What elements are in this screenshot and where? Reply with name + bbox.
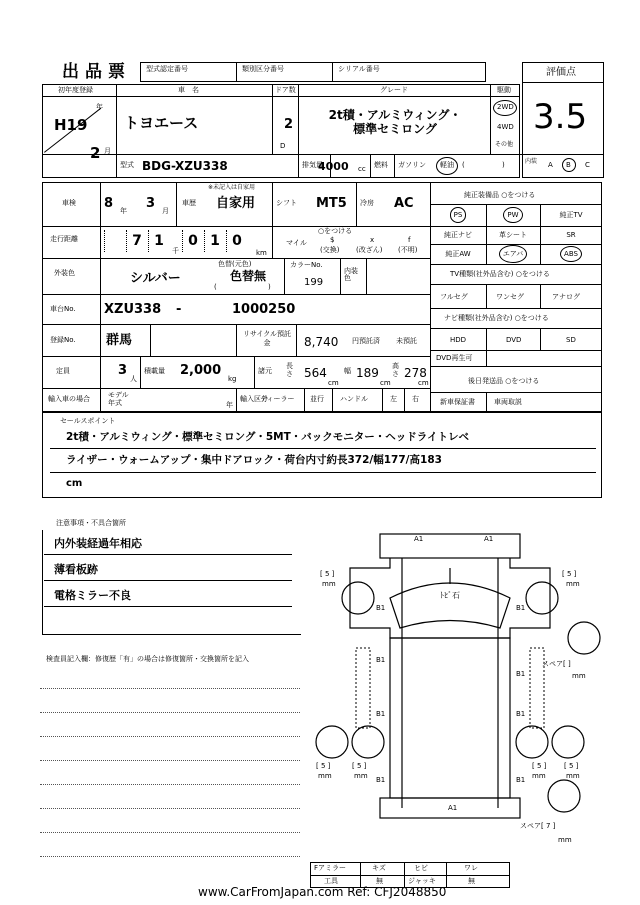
equipment-item: ABS xyxy=(540,244,602,264)
tire-front-left xyxy=(342,582,374,614)
model-label: 型式 xyxy=(120,161,134,169)
navi-dvd: DVD xyxy=(506,336,522,344)
import-label: 輸入車の場合 xyxy=(48,395,90,403)
inspector-line xyxy=(40,832,300,833)
legend-jack: ジャッキ xyxy=(408,877,436,885)
import-class-label: 輸入区分 xyxy=(240,395,268,403)
mark-b1-side-left-1: B1 xyxy=(376,656,386,664)
note-item-2: 薄看板跡 xyxy=(54,563,98,576)
model-code: BDG-XZU338 xyxy=(142,159,228,173)
sales-label: セールスポイント xyxy=(60,417,116,425)
handle-right: 右 xyxy=(412,395,419,403)
tread-front-left: [ 5 ] xyxy=(320,570,335,578)
mileage-digit: 7 xyxy=(126,230,147,252)
inspector-line xyxy=(40,712,300,713)
class-no-label: 類別区分番号 xyxy=(242,65,284,73)
svg-text:mm: mm xyxy=(322,580,336,588)
dealer: ディーラー xyxy=(260,395,295,403)
mark-b1-side-right-1: B1 xyxy=(516,670,526,678)
svg-text:mm: mm xyxy=(354,772,368,780)
fuel-gasoline: ガソリン xyxy=(398,161,426,169)
shift-label: シフト xyxy=(276,199,297,207)
length-label: 長さ xyxy=(286,362,293,378)
shift: MT5 xyxy=(316,196,347,211)
sales-line-1: 2t積・アルミウィング・標準セミロング・5MT・バックモニター・ヘッドライトレベ xyxy=(66,431,469,443)
equipment-grid xyxy=(430,204,602,264)
equipment-item: 純正TV xyxy=(559,211,583,219)
tread-rear-right-2: [ 5 ] xyxy=(564,762,579,770)
spare-tire-1 xyxy=(568,622,600,654)
drive-2wd: 2WD xyxy=(497,103,514,111)
color-change: 色替無 xyxy=(230,269,267,283)
mileage-digit: 1 xyxy=(148,230,169,252)
grade-label: グレード xyxy=(380,86,408,94)
sales-line-2: ライザー・ウォームアップ・集中ドアロック・荷台内寸約長372/幅177/高183 xyxy=(66,454,442,466)
legend-tools: 工具 xyxy=(324,877,338,885)
interior-a: A xyxy=(548,161,553,169)
mile-unknown: (不明) xyxy=(398,246,418,254)
svg-text:mm: mm xyxy=(572,672,586,680)
height-label: 高さ xyxy=(392,362,399,378)
tv-title: TV種類(社外品含む) ○をつける xyxy=(450,270,550,278)
inspector-line xyxy=(40,688,300,689)
cargo-body xyxy=(390,638,510,798)
mileage-digit xyxy=(104,230,125,252)
chassis-label: 車台No. xyxy=(50,305,76,313)
later-warranty: 新車保証書 xyxy=(440,398,475,406)
notes-label: 注意事項・不具合箇所 xyxy=(56,519,126,527)
damage-diagram xyxy=(310,528,610,858)
equipment-item: SR xyxy=(566,231,576,239)
score-label: 評価点 xyxy=(546,67,576,78)
recycle-paid: 円預託済 xyxy=(352,337,380,345)
interior-color-label: 内装色 xyxy=(344,267,358,282)
inspector-line xyxy=(40,856,300,857)
interior-label: 内装 xyxy=(525,158,538,165)
tire-rear-left-2 xyxy=(352,726,384,758)
fuel-diesel: 軽油 xyxy=(440,161,454,169)
chassis-no: 1000250 xyxy=(232,302,296,317)
recycle-unpaid: 未預託 xyxy=(396,337,417,345)
page-title: 出品票 xyxy=(62,62,131,82)
equipment-item: エアバ xyxy=(486,244,540,264)
inspector-label: 検査員記入欄：修復歴「有」の場合は修復箇所・交換箇所を記入 xyxy=(46,655,249,663)
svg-text:mm: mm xyxy=(318,772,332,780)
mile-label: マイル xyxy=(286,239,307,247)
tread-rear-left-1: [ 5 ] xyxy=(316,762,331,770)
tire-rear-right-2 xyxy=(552,726,584,758)
ac-label: 冷房 xyxy=(360,199,374,207)
drive-4wd: 4WD xyxy=(497,123,514,131)
tread-rear-left-2: [ 5 ] xyxy=(352,762,367,770)
inspect-label: 車検 xyxy=(62,199,76,207)
legend-h3: ヒビ xyxy=(414,864,428,872)
dvd-playback: DVD再生可 xyxy=(436,354,473,362)
spare-2-label: スペア[ 7 ] xyxy=(520,822,556,830)
mark-b1-rear-left: B1 xyxy=(376,776,386,784)
inspect-year: 8 xyxy=(104,196,114,211)
parallel: 並行 xyxy=(310,395,324,403)
recycle-label: リサイクル預託金 xyxy=(242,330,292,347)
load-label: 積載量 xyxy=(144,367,165,375)
handle-left: 左 xyxy=(390,395,397,403)
door-count: 2 xyxy=(284,117,294,132)
footer-ref: www.CarFromJapan.com Ref: CFJ2048850 xyxy=(198,885,447,899)
interior-c: C xyxy=(585,161,590,169)
legend-h2: キズ xyxy=(372,864,386,872)
mileage-digit: 0 xyxy=(226,230,247,252)
svg-text:mm: mm xyxy=(558,836,572,844)
sales-line-3: cm xyxy=(66,478,83,489)
tire-front-right xyxy=(526,582,558,614)
mile-tampered: (改ざん) xyxy=(356,246,383,254)
mark-b1-rear-right: B1 xyxy=(516,776,526,784)
later-title: 後日発送品 ○をつける xyxy=(468,377,540,385)
color-label: 外装色 xyxy=(54,269,75,277)
inspector-line xyxy=(40,808,300,809)
navi-sd: SD xyxy=(566,336,576,344)
front-bumper xyxy=(380,534,520,558)
mark-b1-cab-right: B1 xyxy=(516,604,526,612)
fuel-label: 燃料 xyxy=(374,161,388,169)
spare-tire-2 xyxy=(548,780,580,812)
equipment-item: 純正AW xyxy=(445,250,471,258)
ac: AC xyxy=(394,196,414,211)
first-reg-month: 2 xyxy=(90,144,101,162)
mileage-label: 走行距離 xyxy=(50,235,78,243)
history: 自家用 xyxy=(216,196,256,211)
displacement: 4000 xyxy=(318,160,349,173)
load: 2,000 xyxy=(180,363,222,378)
model-year-label: モデル年式 xyxy=(108,391,129,407)
equipment-item: 革シート xyxy=(499,231,527,239)
mark-a1-front-right: A1 xyxy=(484,535,494,543)
inspector-line xyxy=(40,784,300,785)
seats-label: 定員 xyxy=(56,367,70,375)
tv-analog: アナログ xyxy=(552,293,580,301)
drive-other: その他 xyxy=(495,141,514,148)
note-item-3: 電格ミラー不良 xyxy=(54,589,131,602)
mileage-digit: 1 xyxy=(204,230,225,252)
equipment-item: PS xyxy=(430,204,486,226)
tire-rear-right-1 xyxy=(516,726,548,758)
inspector-line xyxy=(40,736,300,737)
mark-b1-cab-left: B1 xyxy=(376,604,386,612)
exterior-color: シルバー xyxy=(130,271,181,286)
seats: 3 xyxy=(118,363,128,378)
later-manual: 車両取説 xyxy=(494,398,522,406)
legend-tools-val: 無 xyxy=(376,877,383,885)
navi-title: ナビ種類(社外品含む) ○をつける xyxy=(444,314,549,322)
displacement-label: 排気量 xyxy=(302,161,323,169)
legend-jack-val: 無 xyxy=(468,877,475,885)
score-value: 3.5 xyxy=(533,97,588,137)
dims-label: 諸元 xyxy=(258,367,272,375)
height: 278 xyxy=(404,366,427,380)
tread-front-right: [ 5 ] xyxy=(562,570,577,578)
history-note: ※未記入は自家用 xyxy=(208,184,256,191)
length: 564 xyxy=(304,366,327,380)
tv-oneseg: ワンセグ xyxy=(496,293,524,301)
equipment-item: PW xyxy=(486,204,540,226)
chassis: XZU338 xyxy=(104,302,162,317)
interior-b: B xyxy=(566,161,571,169)
navi-hdd: HDD xyxy=(450,336,467,344)
color-no: 199 xyxy=(304,277,324,288)
drive-label: 駆動 xyxy=(497,86,511,94)
color-original-label: 色替(元色) xyxy=(218,260,252,268)
grade-value: 2t積・アルミウィング・標準セミロング xyxy=(328,108,462,136)
tire-rear-left-1 xyxy=(316,726,348,758)
door-label: ドア数 xyxy=(275,86,296,94)
note-item-1: 内外装経過年相応 xyxy=(54,537,142,550)
name-label: 車 名 xyxy=(178,86,199,94)
legend-h1: Fアミラー xyxy=(314,864,347,872)
spare-1-label: スペア[ ] xyxy=(542,660,571,668)
color-no-label: カラーNo. xyxy=(290,261,323,269)
tv-fullseg: フルセグ xyxy=(440,293,468,301)
mile-exchange: (交換) xyxy=(320,246,340,254)
inspect-month: 3 xyxy=(146,196,156,211)
recycle-amount: 8,740 xyxy=(304,335,339,349)
svg-text:mm: mm xyxy=(532,772,546,780)
width-label: 幅 xyxy=(344,367,351,375)
first-reg-year: H19 xyxy=(54,116,88,134)
mileage-circle-note: ○をつける xyxy=(318,227,353,235)
handle-label: ハンドル xyxy=(340,395,368,403)
registration: 群馬 xyxy=(106,333,133,348)
tread-rear-right-1: [ 5 ] xyxy=(532,762,547,770)
legend-h4: ワレ xyxy=(464,864,478,872)
svg-text:mm: mm xyxy=(566,772,580,780)
equipment-item: 純正ナビ xyxy=(444,231,472,239)
equip-title: 純正装備品 ○をつける xyxy=(464,191,536,199)
width: 189 xyxy=(356,366,379,380)
reg-label: 登録No. xyxy=(50,336,76,344)
model-cert-label: 型式認定番号 xyxy=(146,65,188,73)
mileage-digit: 0 xyxy=(182,230,203,252)
mark-b1-side-left-2: B1 xyxy=(376,710,386,718)
header-fields xyxy=(140,62,486,82)
history-label: 車歴 xyxy=(182,199,196,207)
car-name: トヨエース xyxy=(124,114,199,132)
mark-a1-rear: A1 xyxy=(448,804,458,812)
mark-a1-front-left: A1 xyxy=(414,535,424,543)
serial-label: シリアル番号 xyxy=(338,65,380,73)
windshield xyxy=(390,583,510,628)
svg-text:mm: mm xyxy=(566,580,580,588)
mark-b1-side-right-2: B1 xyxy=(516,710,526,718)
mark-stone-chip: ﾄﾋﾞ石 xyxy=(440,591,460,600)
inspector-line xyxy=(40,760,300,761)
year-label: 初年度登録 xyxy=(58,86,93,94)
